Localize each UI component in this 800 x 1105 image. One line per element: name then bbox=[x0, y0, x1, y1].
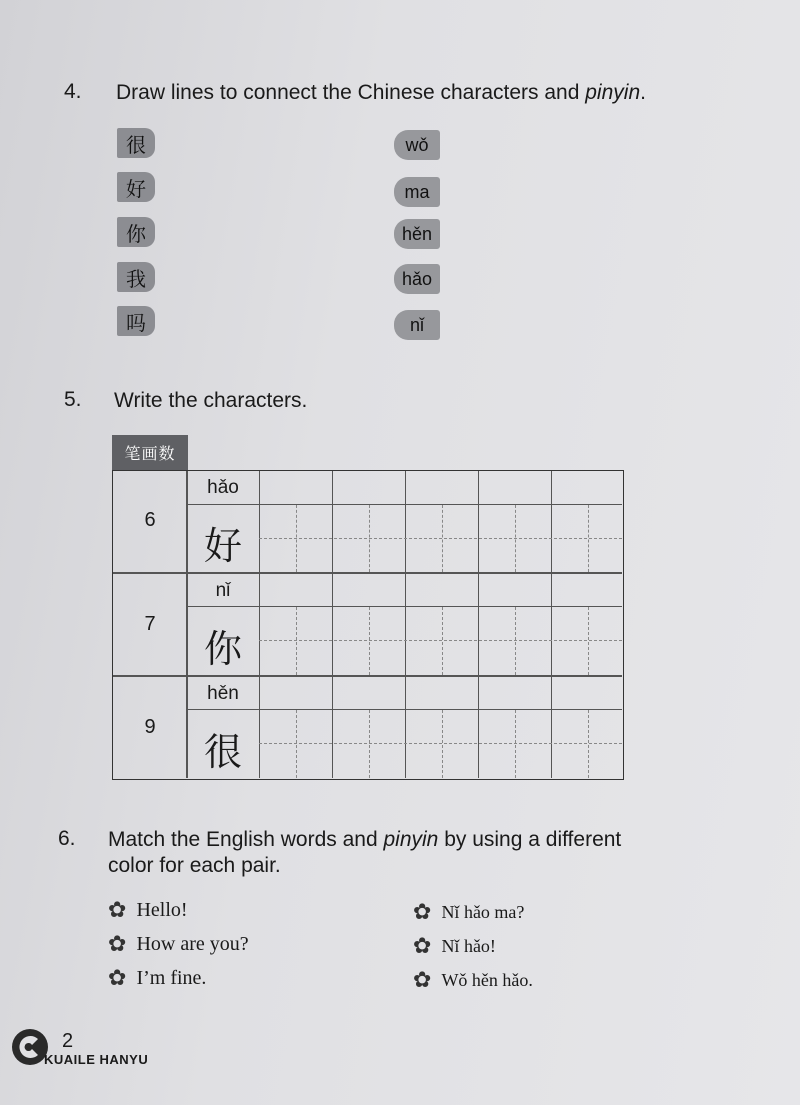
pinyin-card[interactable]: nǐ bbox=[394, 310, 440, 340]
pinyin-card[interactable]: hěn bbox=[394, 219, 440, 249]
flower-icon: ✿ bbox=[108, 932, 127, 957]
book-title: KUAILE HANYU bbox=[44, 1052, 149, 1067]
stroke-count: 6 bbox=[144, 509, 156, 531]
flower-icon: ✿ bbox=[108, 898, 127, 923]
english-item[interactable]: ✿ How are you? bbox=[108, 932, 249, 957]
character-card[interactable]: 我 bbox=[117, 262, 155, 292]
flower-icon: ✿ bbox=[413, 900, 432, 925]
pinyin-card[interactable]: wǒ bbox=[394, 130, 440, 160]
character-card[interactable]: 很 bbox=[117, 128, 155, 158]
row-pinyin: hěn bbox=[207, 683, 239, 704]
question-6-number: 6. bbox=[58, 827, 76, 850]
page-number: 2 bbox=[62, 1030, 74, 1052]
stroke-count-header: 笔画数 bbox=[112, 435, 188, 470]
model-character: 你 bbox=[203, 627, 242, 671]
question-5-number: 5. bbox=[64, 388, 82, 411]
character-card[interactable]: 好 bbox=[117, 172, 155, 202]
pinyin-item[interactable]: ✿ Wǒ hěn hǎo. bbox=[413, 968, 533, 993]
question-4-number: 4. bbox=[64, 80, 82, 103]
flower-icon: ✿ bbox=[413, 934, 432, 959]
pinyin-card[interactable]: ma bbox=[394, 177, 440, 207]
question-6-text: Match the English words and pinyin by using a different color for each pair. bbox=[108, 828, 622, 877]
model-character: 好 bbox=[203, 524, 242, 568]
english-item[interactable]: ✿ I’m fine. bbox=[108, 966, 207, 991]
pinyin-card[interactable]: hǎo bbox=[394, 264, 440, 294]
pinyin-item[interactable]: ✿ Nǐ hǎo! bbox=[413, 934, 496, 959]
model-character: 很 bbox=[203, 730, 242, 774]
row-pinyin: nǐ bbox=[215, 580, 231, 601]
flower-icon: ✿ bbox=[108, 966, 127, 991]
question-4-text: Draw lines to connect the Chinese characters and pinyin. bbox=[116, 81, 646, 104]
character-card[interactable]: 吗 bbox=[117, 306, 155, 336]
flower-icon: ✿ bbox=[413, 968, 432, 993]
stroke-count: 7 bbox=[144, 613, 156, 635]
pinyin-item[interactable]: ✿ Nǐ hǎo ma? bbox=[413, 900, 525, 925]
character-card[interactable]: 你 bbox=[117, 217, 155, 247]
question-5-text: Write the characters. bbox=[114, 389, 308, 412]
writing-grid bbox=[112, 470, 624, 780]
stroke-count: 9 bbox=[144, 716, 156, 738]
english-item[interactable]: ✿ Hello! bbox=[108, 898, 188, 923]
row-pinyin: hǎo bbox=[207, 477, 239, 498]
